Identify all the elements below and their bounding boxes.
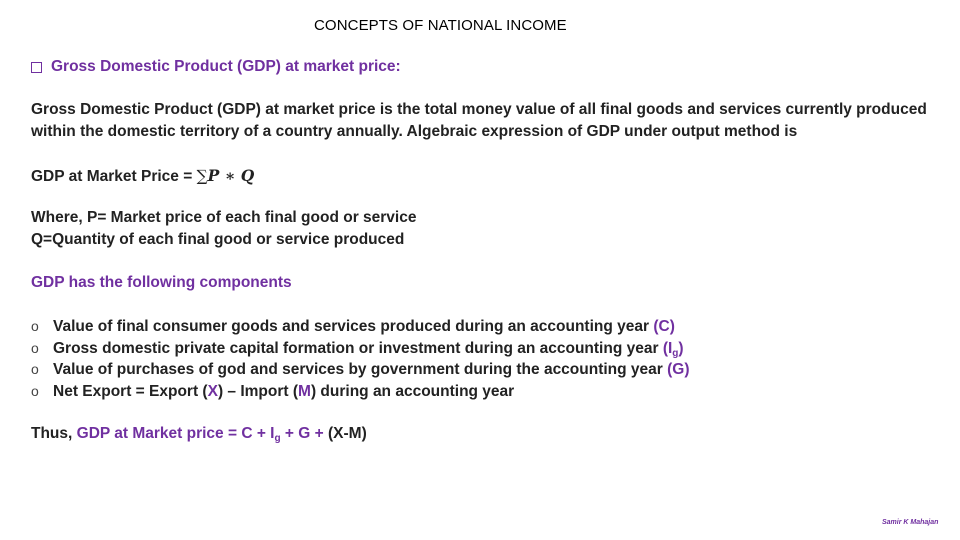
- sigma-symbol: ∑: [196, 167, 208, 185]
- list-item-text: Value of final consumer goods and services produced during an accounting year: [53, 318, 654, 335]
- list-marker: o: [31, 339, 39, 356]
- list-marker: o: [31, 361, 39, 377]
- list-item-text: Net Export = Export (X) – Import (M) during an accounting year: [53, 382, 515, 400]
- components-heading: GDP has the following components: [31, 274, 292, 291]
- section-heading: [31, 58, 401, 76]
- list-marker: o: [31, 318, 39, 334]
- list-item-symbol: $(I_g)$: [662, 339, 684, 359]
- list-item: [31, 359, 690, 381]
- conclusion-expression: GDP at Market price = $C + I_g + G$ +: [76, 425, 328, 444]
- author-signature: Samir K Mahajan: [882, 519, 939, 526]
- formula-lhs: GDP at Market Price =: [31, 168, 197, 185]
- where-line-1: Where, P= Market price of each final good or service: [31, 209, 417, 226]
- list-item: [31, 316, 690, 338]
- formula-rhs: P ∗ Q: [207, 166, 255, 185]
- list-item: [31, 338, 690, 360]
- list-item-symbol: (C): [653, 318, 675, 335]
- list-item-text: Value of purchases of god and services by government during the accounting year: [53, 361, 668, 378]
- section-heading-text: Gross Domestic Product (GDP) at market price:: [51, 58, 401, 75]
- page-title: CONCEPTS OF NATIONAL INCOME: [314, 17, 567, 34]
- conclusion: [31, 425, 367, 444]
- formula: [31, 166, 254, 186]
- components-list: [31, 316, 690, 402]
- checkbox-bullet-icon: [31, 62, 42, 73]
- list-marker: o: [31, 382, 39, 399]
- list-item: [31, 381, 690, 403]
- conclusion-xm: (X-M): [328, 425, 367, 442]
- list-item-symbol: (G): [667, 361, 690, 378]
- list-item-text: Gross domestic private capital formation or investment during an accounting year: [53, 339, 663, 357]
- where-line-2: Q=Quantity of each final good or service produced: [31, 231, 405, 248]
- definition-line-2: within the domestic territory of a country annually. Algebraic expression of GDP under output method is: [31, 123, 798, 140]
- conclusion-prefix: Thus,: [31, 425, 77, 442]
- definition-line-1: Gross Domestic Product (GDP) at market price is the total money value of all final goods and services currently produced: [31, 101, 927, 118]
